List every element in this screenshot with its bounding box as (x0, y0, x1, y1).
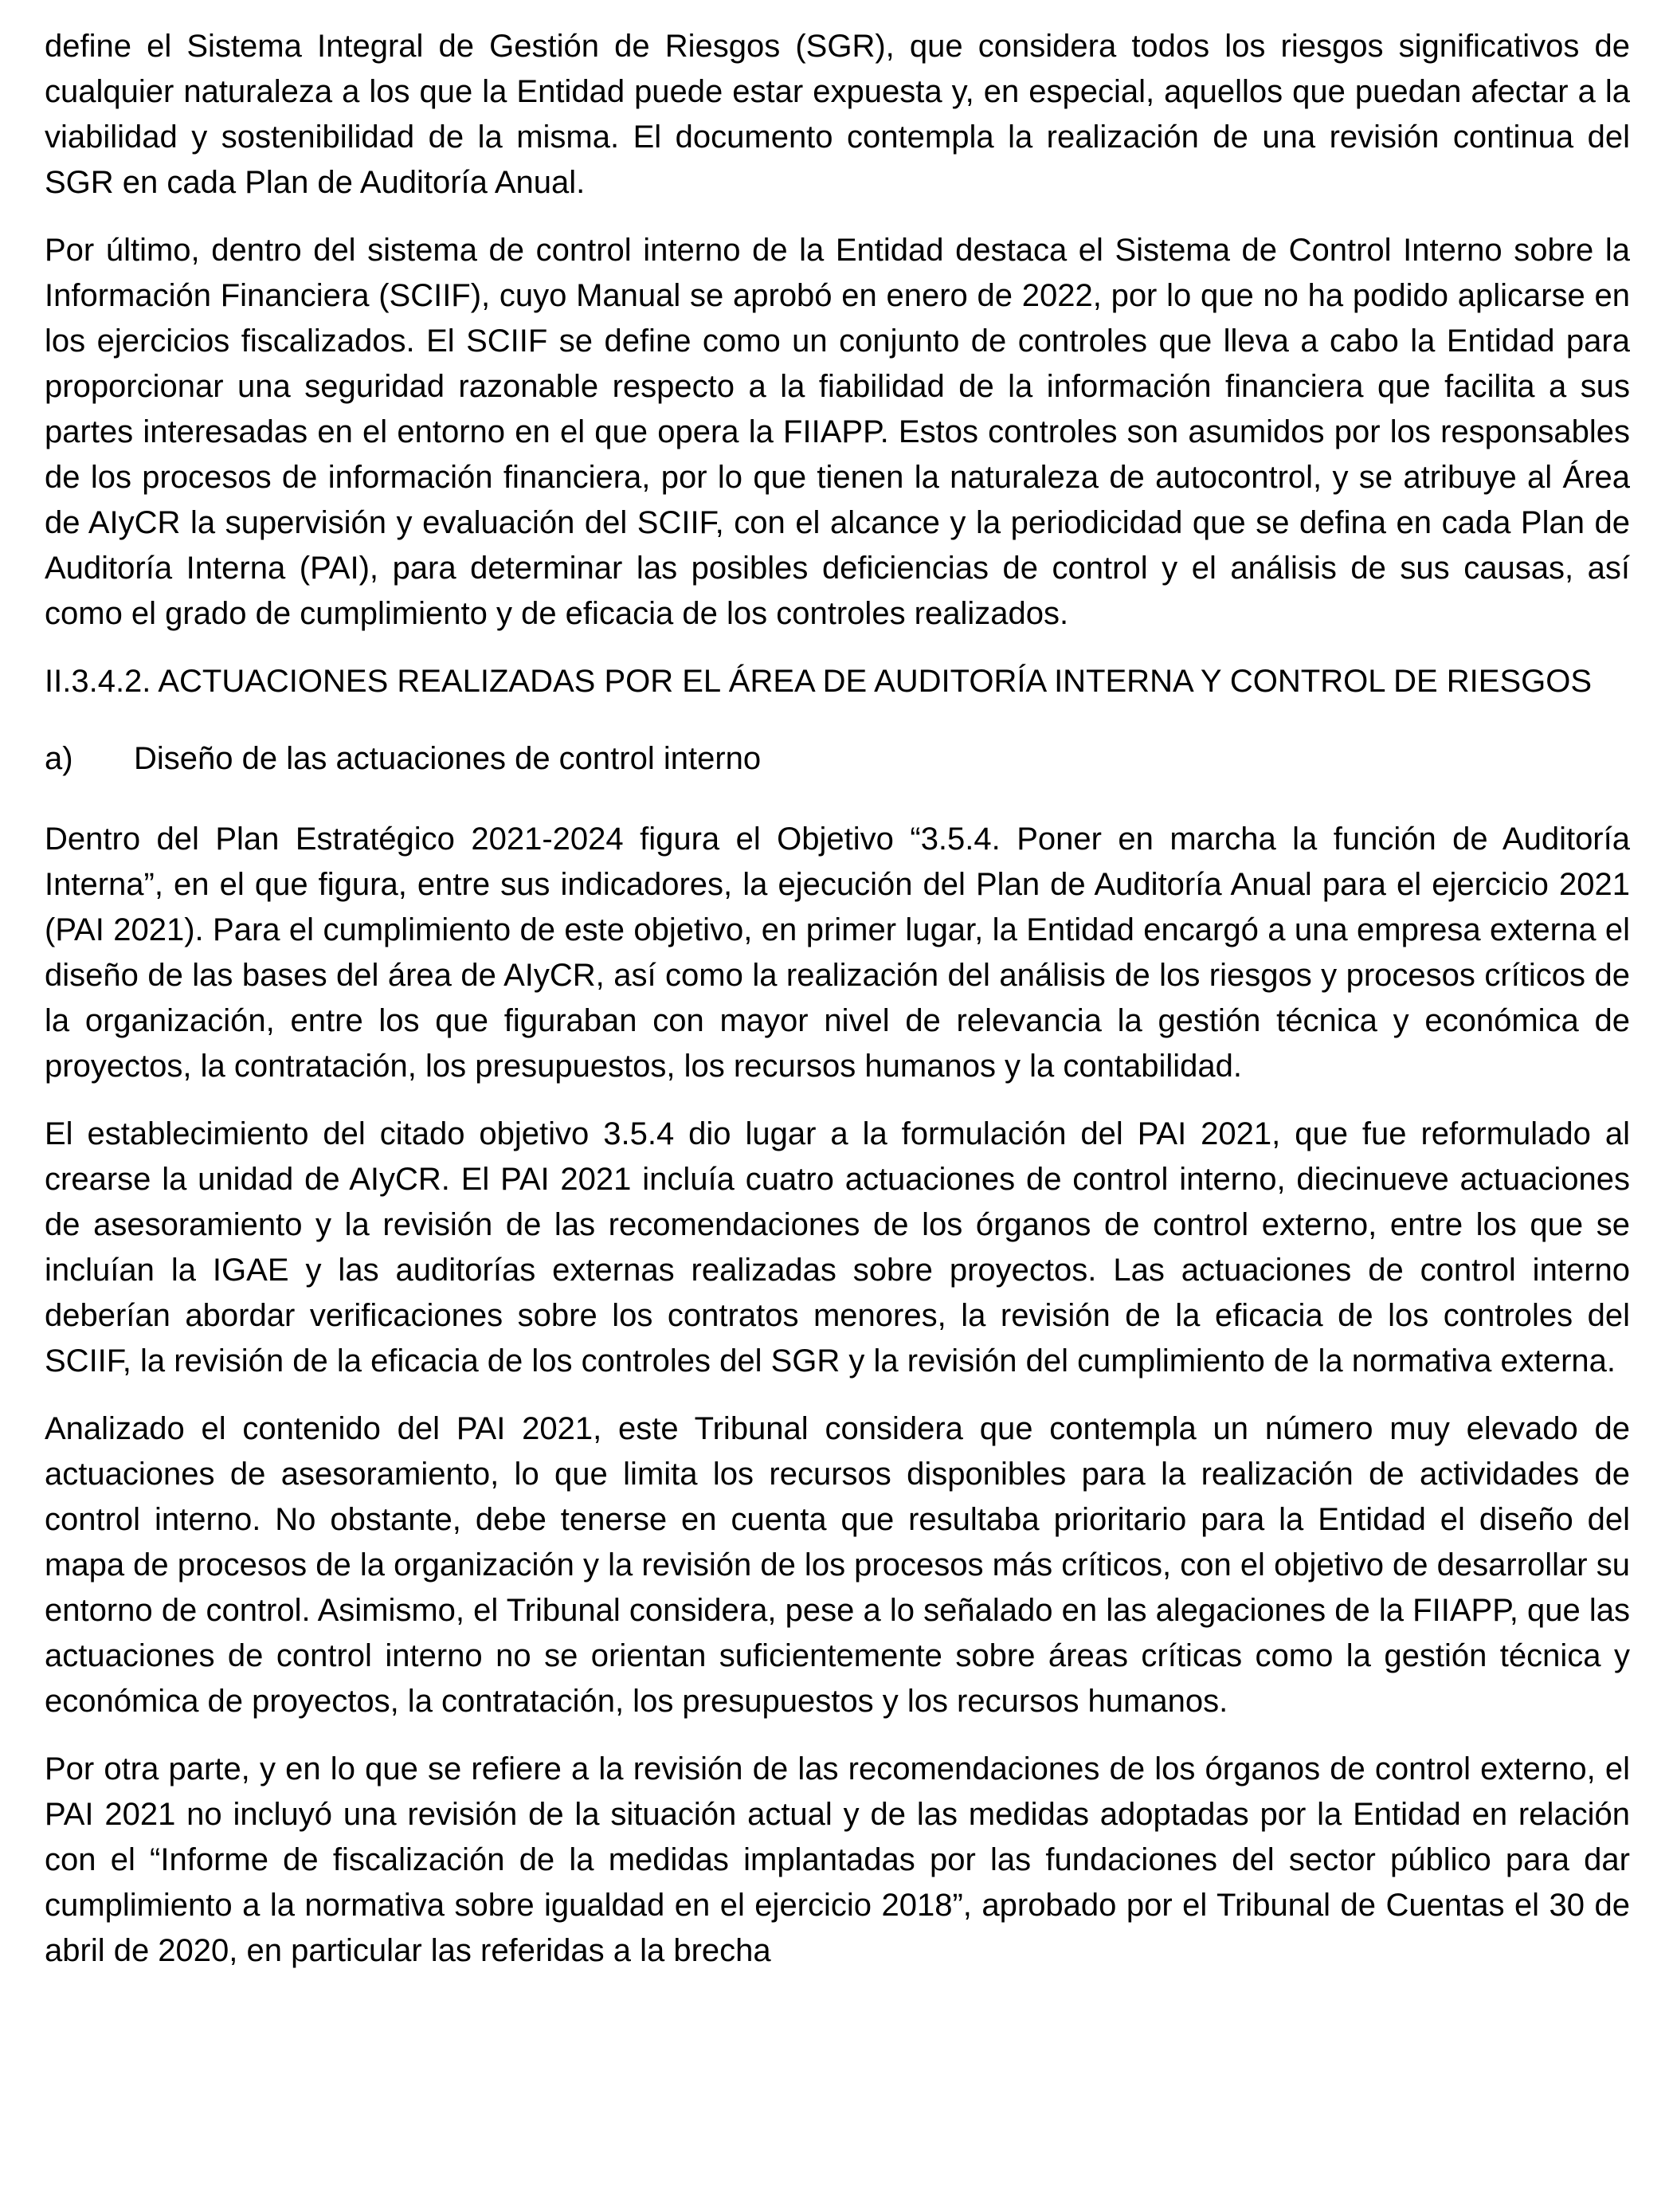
paragraph-continuation-sgr: define el Sistema Integral de Gestión de Riesgos (SGR), que considera todos los riesgos significativos de cualquier naturaleza a los que la Entidad puede estar expuesta y, en especial, aquellos que puedan afectar a la viabilidad y sostenibilidad de la misma. El documento contempla la realización de una revisión continua del SGR en cada Plan de Auditoría Anual. (45, 29, 1630, 200)
paragraph-por-otra-parte: Por otra parte, y en lo que se refiere a la revisión de las recomendaciones de los órganos de control externo, el PAI 2021 no incluyó una revisión de la situación actual y de las medidas adoptadas por la Entidad en relación con el “Informe de fiscalización de la medidas implantadas por las fundaciones del sector público para dar cumplimiento a la normativa sobre igualdad en el ejercicio 2018”, aprobado por el Tribunal de Cuentas el 30 de abril de 2020, en particular las referidas a la brecha (45, 1751, 1630, 1968)
paragraph-establecimiento-objetivo: El establecimiento del citado objetivo 3.5.4 dio lugar a la formulación del PAI 2021, que fue reformulado al crearse la unidad de AIyCR. El PAI 2021 incluía cuatro actuaciones de control interno, diecinueve actuaciones de asesoramiento y la revisión de las recomendaciones de los órganos de control externo, entre los que se incluían la IGAE y las auditorías externas realizadas sobre proyectos. Las actuaciones de control interno deberían abordar verificaciones sobre los contratos menores, la revisión de la eficacia de los controles del SCIIF, la revisión de la eficacia de los controles del SGR y la revisión del cumplimiento de la normativa externa. (45, 1116, 1630, 1379)
section-heading: II.3.4.2. ACTUACIONES REALIZADAS POR EL ÁREA DE AUDITORÍA INTERNA Y CONTROL DE RIESGOS (45, 664, 1593, 699)
list-item-a (45, 736, 1630, 782)
document-page (45, 24, 1630, 1974)
list-item-marker: a) (45, 741, 73, 776)
paragraph-sciif: Por último, dentro del sistema de control interno de la Entidad destaca el Sistema de Control Interno sobre la Información Financiera (SCIIF), cuyo Manual se aprobó en enero de 2022, por lo que no ha podido aplicarse en los ejercicios fiscalizados. El SCIIF se define como un conjunto de controles que lleva a cabo la Entidad para proporcionar una seguridad razonable respecto a la fiabilidad de la información financiera que facilita a sus partes interesadas en el entorno en el que opera la FIIAPP. Estos controles son asumidos por los responsables de los procesos de información financiera, por lo que tienen la naturaleza de autocontrol, y se atribuye al Área de AIyCR la supervisión y evaluación del SCIIF, con el alcance y la periodicidad que se defina en cada Plan de Auditoría Interna (PAI), para determinar las posibles deficiencias de control y el análisis de sus causas, así como el grado de cumplimiento y de eficacia de los controles realizados. (45, 233, 1630, 631)
list-item-title: Diseño de las actuaciones de control interno (134, 741, 762, 776)
paragraph-plan-estrategico: Dentro del Plan Estratégico 2021-2024 figura el Objetivo “3.5.4. Poner en marcha la función de Auditoría Interna”, en el que figura, entre sus indicadores, la ejecución del Plan de Auditoría Anual para el ejercicio 2021 (PAI 2021). Para el cumplimiento de este objetivo, en primer lugar, la Entidad encargó a una empresa externa el diseño de las bases del área de AIyCR, así como la realización del análisis de los riesgos y procesos críticos de la organización, entre los que figuraban con mayor nivel de relevancia la gestión técnica y económica de proyectos, la contratación, los presupuestos, los recursos humanos y la contabilidad. (45, 822, 1630, 1084)
paragraph-analizado-contenido: Analizado el contenido del PAI 2021, este Tribunal considera que contempla un número muy elevado de actuaciones de asesoramiento, lo que limita los recursos disponibles para la realización de actividades de control interno. No obstante, debe tenerse en cuenta que resultaba prioritario para la Entidad el diseño del mapa de procesos de la organización y la revisión de los procesos más críticos, con el objetivo de desarrollar su entorno de control. Asimismo, el Tribunal considera, pese a lo señalado en las alegaciones de la FIIAPP, que las actuaciones de control interno no se orientan suficientemente sobre áreas críticas como la gestión técnica y económica de proyectos, la contratación, los presupuestos y los recursos humanos. (45, 1411, 1630, 1719)
